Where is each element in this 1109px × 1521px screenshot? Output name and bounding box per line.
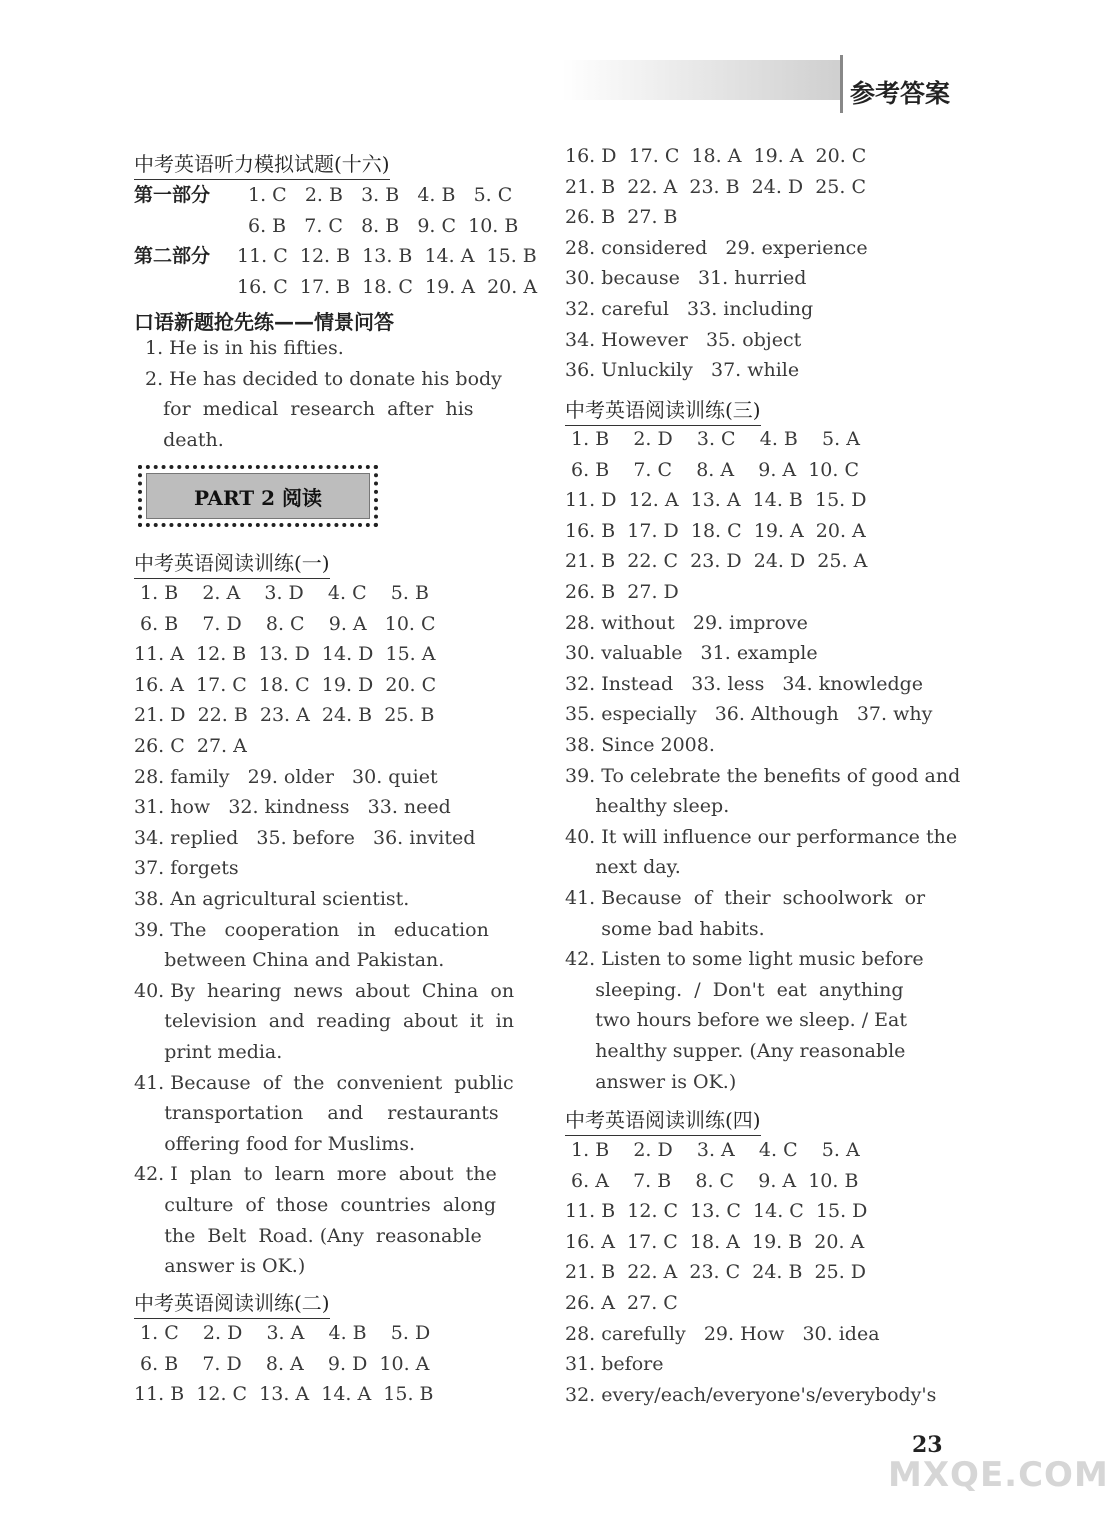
answer-line: 6. A 7. B 8. C 9. A 10. B bbox=[565, 1169, 859, 1192]
answer-line: 1. B 2. A 3. D 4. C 5. B bbox=[134, 582, 429, 604]
answer-line: 30. because 31. hurried bbox=[565, 267, 807, 290]
answer-line: 11. C 12. B 13. B 14. A 15. B bbox=[237, 245, 537, 268]
answer-line: 34. However 35. object bbox=[565, 328, 802, 351]
answer-line: 40. It will influence our performance the bbox=[565, 825, 958, 848]
answer-line: 6. B 7. D 8. C 9. A 10. C bbox=[134, 612, 436, 635]
section-title-reading-2: 中考英语阅读训练(二) bbox=[134, 1287, 330, 1319]
answer-line: 11. A 12. B 13. D 14. D 15. A bbox=[134, 643, 436, 666]
answer-line: 26. A 27. C bbox=[565, 1292, 678, 1314]
answer-line: 21. B 22. C 23. D 24. D 25. A bbox=[565, 550, 868, 573]
answer-line: 16. A 17. C 18. C 19. D 20. C bbox=[134, 673, 437, 696]
answer-line: 11. D 12. A 13. A 14. B 15. D bbox=[565, 489, 867, 512]
answer-line: 41. Because of their schoolwork or bbox=[565, 887, 926, 909]
answer-line: 16. A 17. C 18. A 19. B 20. A bbox=[565, 1230, 865, 1253]
answer-line: 30. valuable 31. example bbox=[565, 642, 818, 665]
answer-line: death. bbox=[145, 428, 224, 451]
answer-line: 39. To celebrate the benefits of good and bbox=[565, 764, 961, 787]
answer-line: 37. forgets bbox=[134, 857, 239, 880]
section-title-oral: 口语新题抢先练——情景问答 bbox=[134, 310, 394, 334]
answer-line: 6. B 7. C 8. A 9. A 10. C bbox=[565, 458, 859, 481]
answer-line: 6. B 7. D 8. A 9. D 10. A bbox=[134, 1352, 430, 1375]
header-gradient-bar bbox=[562, 60, 842, 100]
answer-line: 42. Listen to some light music before bbox=[565, 948, 924, 971]
answer-line: 16. B 17. D 18. C 19. A 20. A bbox=[565, 519, 866, 542]
answer-line: 21. D 22. B 23. A 24. B 25. B bbox=[134, 704, 435, 727]
answer-line: 28. considered 29. experience bbox=[565, 236, 868, 259]
page-header-title: 参考答案 bbox=[850, 79, 951, 108]
section-title-reading-3: 中考英语阅读训练(三) bbox=[565, 394, 761, 426]
section-title-listening: 中考英语听力模拟试题(十六) bbox=[134, 148, 390, 180]
answer-line: 36. Unluckily 37. while bbox=[565, 359, 800, 382]
answer-line: healthy supper. (Any reasonable bbox=[565, 1040, 906, 1062]
header-divider bbox=[840, 55, 843, 113]
answer-line: 34. replied 35. before 36. invited bbox=[134, 826, 476, 849]
part-2-banner bbox=[138, 465, 378, 527]
answer-line: 28. family 29. older 30. quiet bbox=[134, 765, 438, 788]
part-label: 第一部分 bbox=[134, 184, 211, 206]
section-title-reading-4: 中考英语阅读训练(四) bbox=[565, 1104, 761, 1136]
answer-line: 1. He is in his fifties. bbox=[145, 337, 344, 359]
section-title-reading-1: 中考英语阅读训练(一) bbox=[134, 547, 330, 579]
answer-line: 31. before bbox=[565, 1353, 664, 1376]
answer-line: 35. especially 36. Although 37. why bbox=[565, 703, 933, 726]
answer-line: 1. C 2. B 3. B 4. B 5. C bbox=[248, 184, 513, 206]
answer-line: transportation and restaurants bbox=[134, 1102, 499, 1125]
answer-line: 28. carefully 29. How 30. idea bbox=[565, 1322, 880, 1345]
answer-line: answer is OK.) bbox=[134, 1255, 306, 1278]
answer-line: answer is OK.) bbox=[565, 1070, 737, 1093]
answer-line: 11. B 12. C 13. A 14. A 15. B bbox=[134, 1383, 434, 1406]
page-number: 23 bbox=[912, 1432, 943, 1458]
answer-line: healthy sleep. bbox=[565, 795, 730, 818]
answer-line: 32. every/each/everyone's/everybody's bbox=[565, 1383, 937, 1406]
answer-line: 42. I plan to learn more about the bbox=[134, 1163, 497, 1186]
answer-line: some bad habits. bbox=[565, 917, 765, 940]
answer-line: 26. B 27. D bbox=[565, 581, 679, 603]
answer-line: television and reading about it in bbox=[134, 1010, 514, 1033]
answer-line: 1. B 2. D 3. A 4. C 5. A bbox=[565, 1139, 860, 1161]
answer-line: offering food for Muslims. bbox=[134, 1132, 416, 1155]
answer-line: 16. C 17. B 18. C 19. A 20. A bbox=[237, 275, 538, 298]
answer-line: 16. D 17. C 18. A 19. A 20. C bbox=[565, 145, 867, 167]
part-label: 第二部分 bbox=[134, 245, 211, 268]
answer-line: 21. B 22. A 23. C 24. B 25. D bbox=[565, 1261, 867, 1284]
answer-line: 2. He has decided to donate his body bbox=[145, 367, 502, 390]
answer-line: 26. B 27. B bbox=[565, 206, 678, 229]
answer-line: culture of those countries along bbox=[134, 1194, 497, 1216]
answer-line: 6. B 7. C 8. B 9. C 10. B bbox=[248, 214, 519, 237]
answer-line: 31. how 32. kindness 33. need bbox=[134, 796, 451, 819]
answer-line: sleeping. / Don't eat anything bbox=[565, 978, 904, 1001]
answer-line: for medical research after his bbox=[145, 398, 474, 421]
answer-line: 1. C 2. D 3. A 4. B 5. D bbox=[134, 1322, 431, 1344]
watermark-logo: MXQE.COM bbox=[888, 1455, 1109, 1495]
answer-line: print media. bbox=[134, 1041, 283, 1063]
answer-line: 40. By hearing news about China on bbox=[134, 979, 515, 1002]
answer-line: two hours before we sleep. / Eat bbox=[565, 1009, 907, 1032]
answer-line: 1. B 2. D 3. C 4. B 5. A bbox=[565, 428, 860, 450]
answer-line: between China and Pakistan. bbox=[134, 949, 445, 972]
answer-line: 39. The cooperation in education bbox=[134, 918, 489, 941]
answer-line: 32. Instead 33. less 34. knowledge bbox=[565, 672, 924, 695]
answer-line: 28. without 29. improve bbox=[565, 611, 808, 634]
answer-line: 21. B 22. A 23. B 24. D 25. C bbox=[565, 175, 867, 198]
part-2-label: PART 2 阅读 bbox=[146, 473, 370, 519]
answer-line: 41. Because of the convenient public bbox=[134, 1071, 514, 1094]
answer-line: 38. An agricultural scientist. bbox=[134, 888, 410, 910]
answer-line: next day. bbox=[565, 856, 681, 879]
answer-line: 38. Since 2008. bbox=[565, 734, 715, 756]
answer-line: 32. careful 33. including bbox=[565, 298, 814, 320]
answer-line: the Belt Road. (Any reasonable bbox=[134, 1224, 482, 1247]
answer-line: 26. C 27. A bbox=[134, 735, 247, 757]
answer-line: 11. B 12. C 13. C 14. C 15. D bbox=[565, 1200, 868, 1223]
